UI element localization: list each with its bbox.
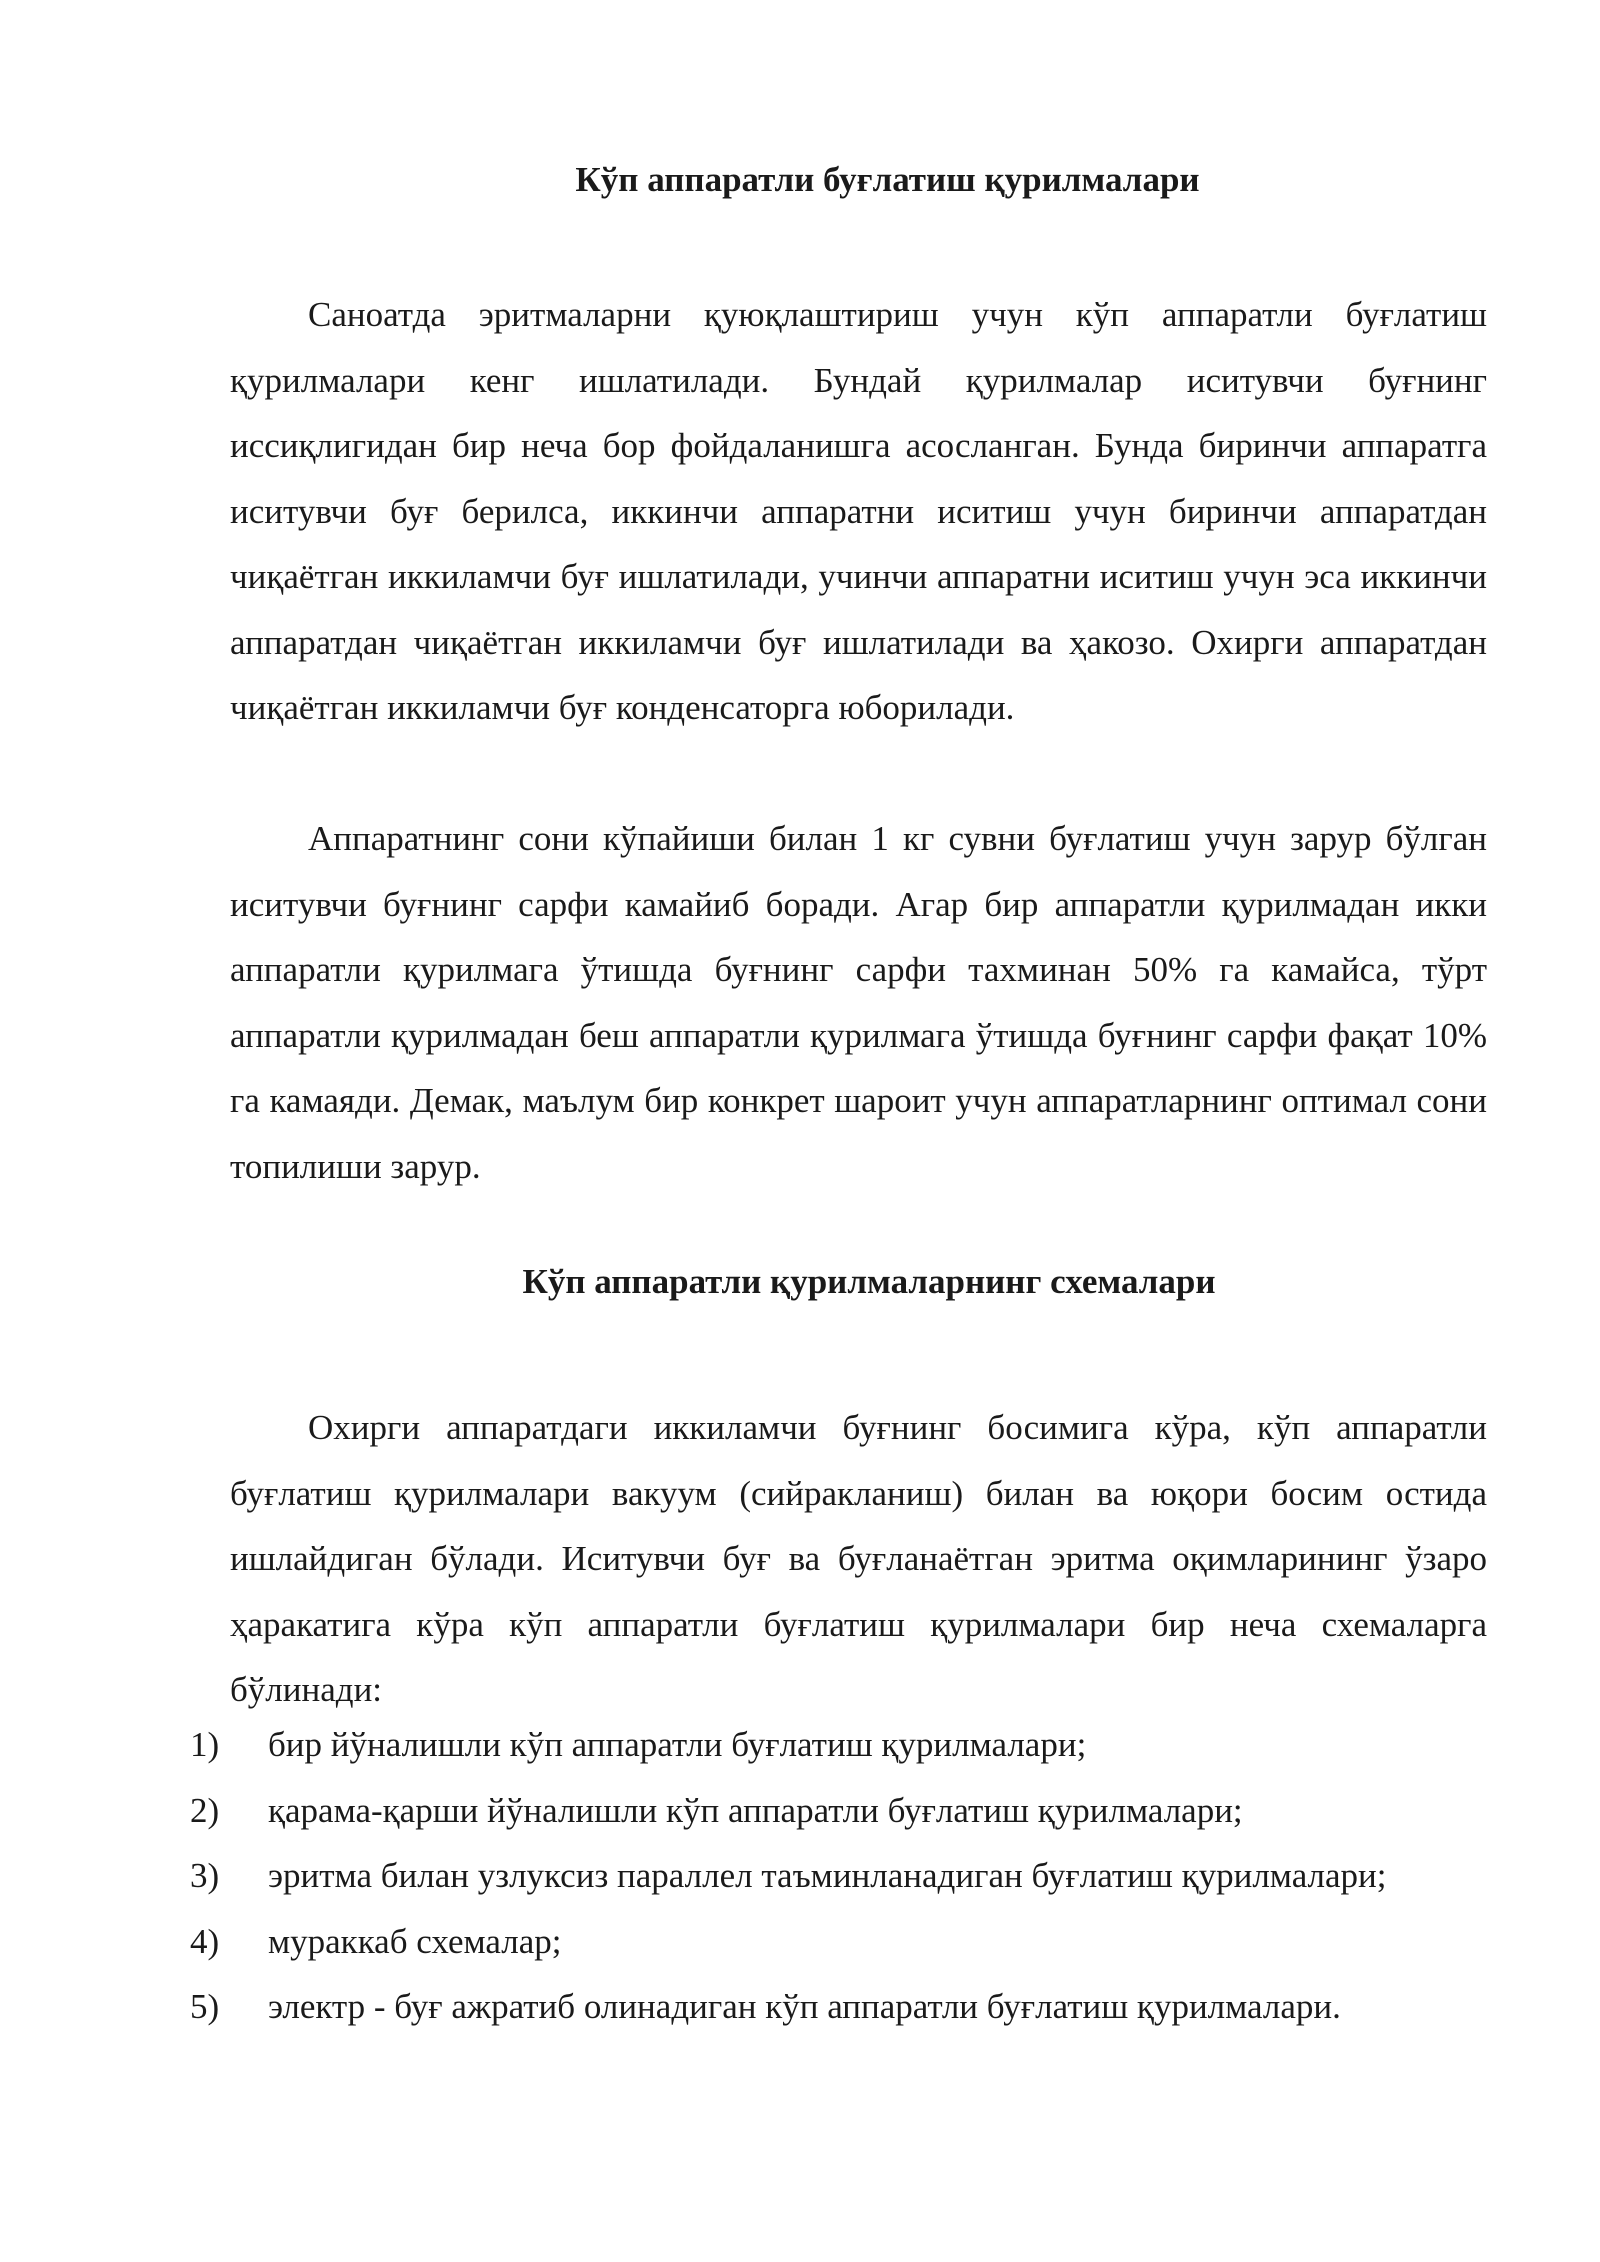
- list-item-text: бир йўналишли кўп аппаратли буғлатиш қурилмалари;: [268, 1725, 1087, 1764]
- section-heading-multi-effect-evaporators: Кўп аппаратли буғлатиш қурилмалари: [575, 160, 1200, 199]
- list-item: [190, 1974, 1490, 2040]
- list-item-number: 1): [190, 1725, 220, 1764]
- list-item: [190, 1909, 1490, 1975]
- list-item-text: эритма билан узлуксиз параллел таъминланадиган буғлатиш қурилмалари;: [268, 1856, 1387, 1895]
- paragraph-schemes: Охирги аппаратдаги иккиламчи буғнинг босимига кўра, кўп аппаратли буғлатиш қурилмалари вакуум (сийракланиш) билан ва юқори босим остида ишлайдиган бўлади. Иситувчи буғ ва буғланаётган эритма оқимларининг ўзаро ҳаракатига кўра кўп аппаратли буғлатиш қурилмалари бир неча схемаларга бўлинади:: [230, 1408, 1487, 1709]
- list-item-text: электр - буғ ажратиб олинадиган кўп аппаратли буғлатиш қурилмалари.: [268, 1987, 1341, 2026]
- section-heading-schemes: Кўп аппаратли қурилмаларнинг схемалари: [522, 1262, 1216, 1301]
- list-item-text: мураккаб схемалар;: [268, 1921, 562, 1961]
- list-item: [190, 1778, 1490, 1844]
- list-item-text: қарама-қарши йўналишли кўп аппаратли буғлатиш қурилмалари;: [268, 1790, 1243, 1830]
- paragraph-steam-consumption: Аппаратнинг сони кўпайиши билан 1 кг сувни буғлатиш учун зарур бўлган иситувчи буғнинг сарфи камайиб боради. Агар бир аппаратли қурилмадан икки аппаратли қурилмага ўтишда буғнинг сарфи тахминан 50% га камайса, тўрт аппаратли қурилмадан беш аппаратли қурилмага ўтишда буғнинг сарфи фақат 10% га камаяди. Демак, маълум бир конкрет шароит учун аппаратларнинг оптимал сони топилиши зарур.: [230, 819, 1487, 1186]
- list-item-number: 2): [190, 1790, 220, 1830]
- list-item: [190, 1712, 1490, 1778]
- list-item-number: 5): [190, 1987, 220, 2026]
- list-item-number: 4): [190, 1921, 220, 1961]
- list-item: [190, 1843, 1490, 1909]
- schemes-list: [190, 1712, 1490, 2040]
- paragraph-intro: Саноатда эритмаларни қуюқлаштириш учун кўп аппаратли буғлатиш қурилмалари кенг ишлатилади. Бундай қурилмалар иситувчи буғнинг иссиқлигидан бир неча бор фойдаланишга асосланган. Бунда биринчи аппаратга иситувчи буғ берилса, иккинчи аппаратни иситиш учун биринчи аппаратдан чиқаётган иккиламчи буғ ишлатилади, учинчи аппаратни иситиш учун эса иккинчи аппаратдан чиқаётган иккиламчи буғ ишлатилади ва ҳакозо. Охирги аппаратдан чиқаётган иккиламчи буғ конденсаторга юборилади.: [230, 295, 1487, 727]
- list-item-number: 3): [190, 1856, 220, 1895]
